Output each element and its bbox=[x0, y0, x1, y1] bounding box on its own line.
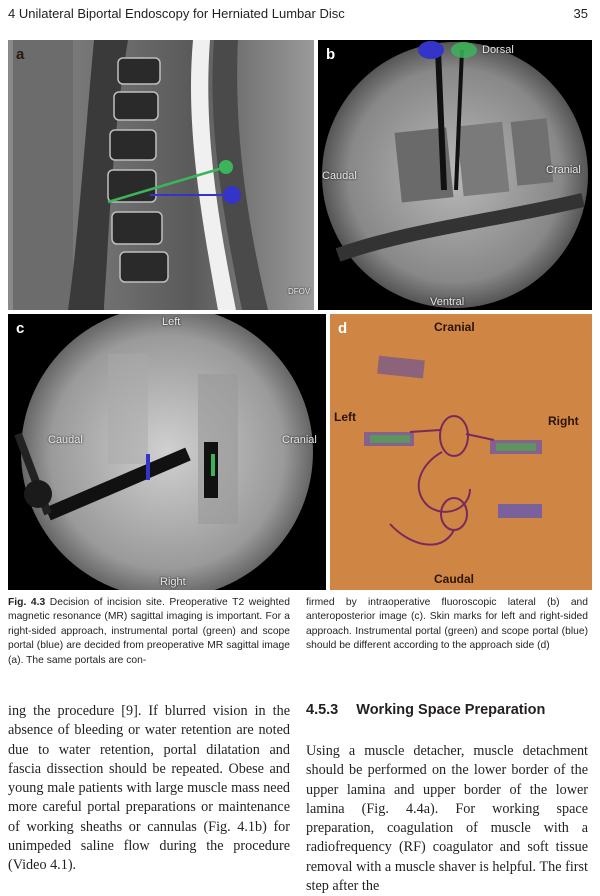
panel-label-d: d bbox=[338, 320, 348, 337]
label-left: Left bbox=[162, 316, 181, 328]
label-cranial: Cranial bbox=[434, 320, 475, 334]
body-paragraph-left: ing the procedure [9]. If blurred vision in the absence of bleeding or water retention are noted due to water retention, portal dilatation and fascia dissection should be repeated. Obese and young male patients with large muscle mass need more careful portal preparations or maintenance of working sheaths or cannulas (Fig. 4.1b) for unimpeded saline flow during the procedure (Video 4.1). bbox=[8, 703, 290, 874]
figure-caption-text-left: Decision of incision site. Preoperative T2 weighted magnetic resonance (MR) sagittal imaging is important. For a right-sided approach, instrumental portal (green) and scope portal (blue) are decided from preoperative MR sagittal image (a). The same portals are con- bbox=[8, 597, 290, 666]
label-cranial: Cranial bbox=[282, 434, 317, 446]
figure-caption-left bbox=[8, 596, 290, 668]
figure-caption-right: firmed by intraoperative fluoroscopic lateral (b) and anteroposterior image (c). Skin marks for left and right-sided approach. Instrumental portal (green) and scope portal (blue) should be different according to the approach side (d) bbox=[306, 597, 588, 652]
label-right: Right bbox=[160, 576, 186, 588]
panel-label-a: a bbox=[16, 46, 25, 63]
figure-panel-d bbox=[330, 314, 592, 590]
label-cranial: Cranial bbox=[546, 164, 581, 176]
label-caudal: Caudal bbox=[434, 572, 475, 586]
figure-panel-b bbox=[318, 40, 592, 310]
label-caudal: Caudal bbox=[48, 434, 83, 446]
section-title: Working Space Preparation bbox=[356, 702, 546, 718]
figure-panel-c bbox=[8, 314, 326, 590]
page-header bbox=[8, 6, 588, 26]
body-paragraph-right: Using a muscle detacher, muscle detachment should be performed on the lower border of the upper lamina and upper border of the lower lamina (Fig. 4.4a). For working space preparation, coagulation of muscle with a radiofrequency (RF) coagulator and soft tissue removal with a muscle shaver is helpful. The first step after the bbox=[306, 743, 588, 895]
section-number: 4.5.3 bbox=[306, 702, 339, 718]
label-dorsal: Dorsal bbox=[482, 44, 514, 56]
label-left: Left bbox=[334, 410, 356, 424]
panel-label-b: b bbox=[326, 46, 336, 63]
skin-marks-photo bbox=[330, 314, 592, 590]
fluoroscopic-ap-image bbox=[8, 314, 326, 590]
label-right: Right bbox=[548, 414, 579, 428]
chapter-title: 4 Unilateral Biportal Endoscopy for Herniated Lumbar Disc bbox=[8, 6, 345, 21]
section-heading bbox=[306, 702, 596, 718]
label-caudal: Caudal bbox=[322, 170, 357, 182]
page-number: 35 bbox=[573, 6, 588, 21]
panel-label-c: c bbox=[16, 320, 25, 337]
mri-sagittal-image bbox=[8, 40, 314, 310]
label-ventral: Ventral bbox=[430, 296, 465, 308]
figure-caption-label: Fig. 4.3 bbox=[8, 597, 46, 608]
figure-panel-a bbox=[8, 40, 314, 310]
mri-watermark: DFOV bbox=[288, 287, 311, 296]
